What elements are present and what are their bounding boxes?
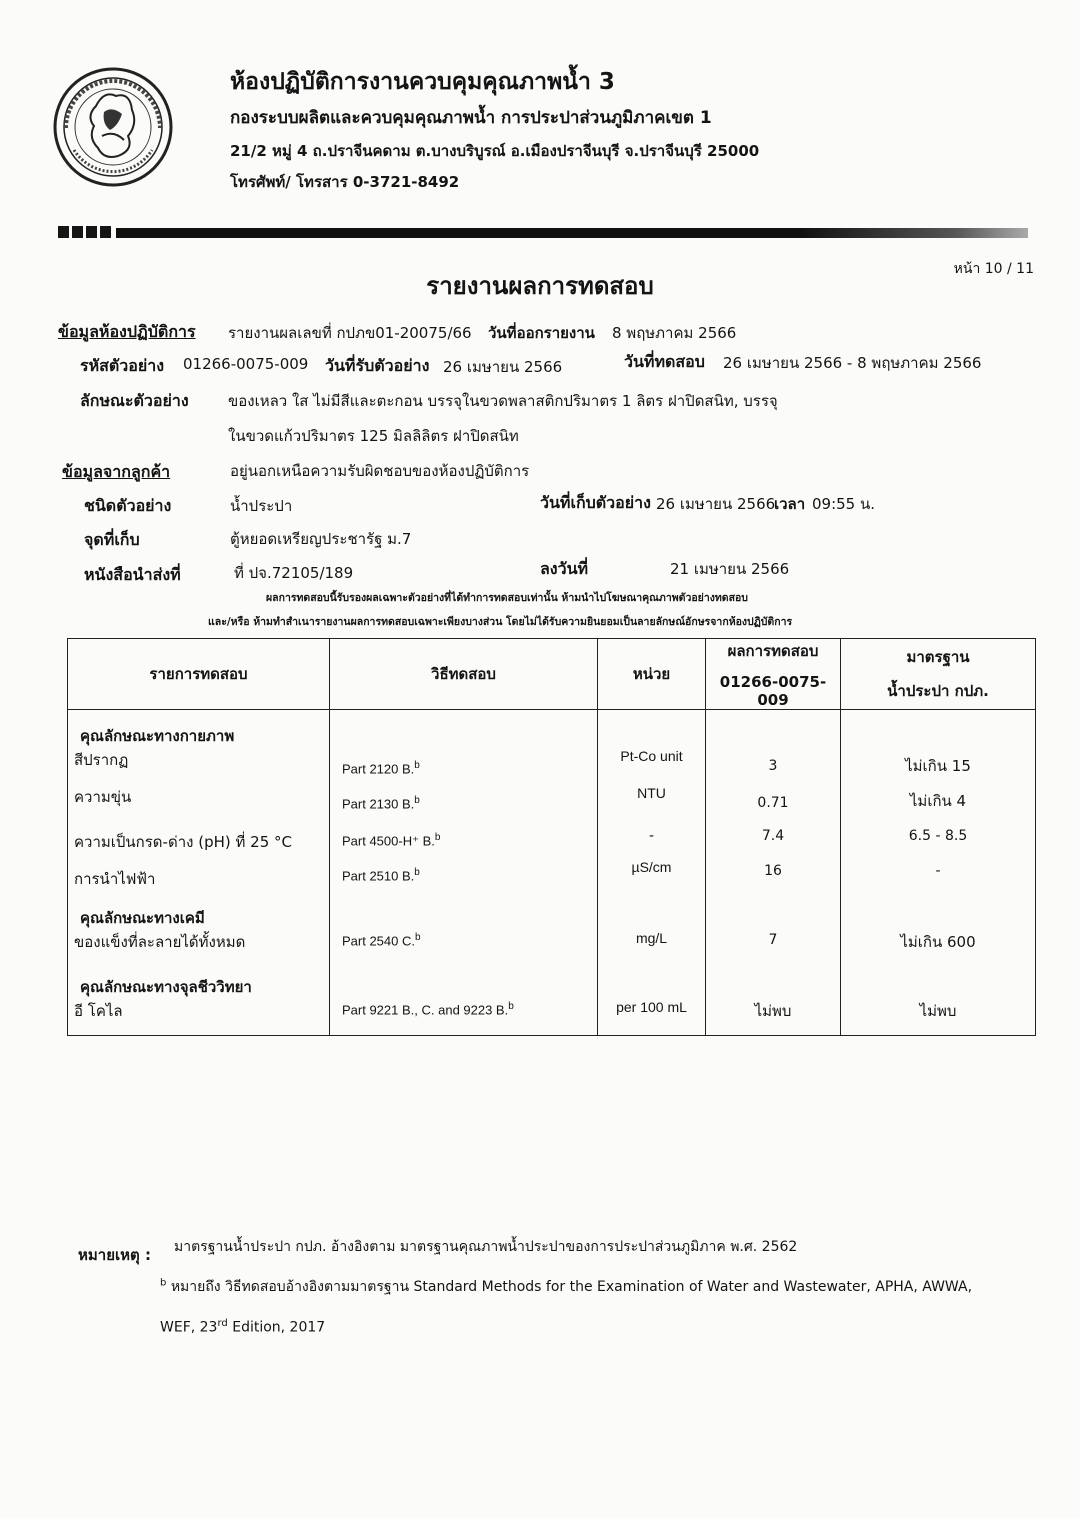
standard: ไม่เกิน 4 xyxy=(841,785,1036,822)
standard: ไม่เกิน 15 xyxy=(841,748,1036,785)
result: 16 xyxy=(706,859,841,896)
footnote-line2-wrap xyxy=(160,1276,972,1298)
notice-line1: ผลการทดสอบนี้รับรองผลเฉพาะตัวอย่างที่ได้ทำการทดสอบเท่านั้น ห้ามนำไปโฆษณาคุณภาพตัวอย่างทดสอบ xyxy=(266,592,748,604)
result: 0.71 xyxy=(706,785,841,822)
param-name: ของแข็งที่ละลายได้ทั้งหมด xyxy=(68,930,330,967)
method-name: Part 2510 B. xyxy=(342,867,415,883)
method-name: Part 9221 B., C. and 9223 B. xyxy=(342,1001,509,1017)
letter-date-label: ลงวันที่ xyxy=(540,559,589,578)
result: ไม่พบ xyxy=(706,999,841,1036)
sample-type: น้ำประปา xyxy=(230,497,293,515)
received-date: 26 เมษายน 2566 xyxy=(443,358,563,376)
table-row xyxy=(68,999,1036,1036)
header-result-label: ผลการทดสอบ xyxy=(727,642,819,660)
test-date-label: วันที่ทดสอบ xyxy=(624,352,705,371)
header-item: รายการทดสอบ xyxy=(68,639,330,710)
method-name: Part 4500-H⁺ B. xyxy=(342,832,435,848)
header-rule xyxy=(58,226,1028,238)
method-name: Part 2540 C. xyxy=(342,932,415,948)
param-name: ความขุ่น xyxy=(68,785,330,822)
footnote-line3-a: WEF, 23 xyxy=(160,1319,218,1336)
lab-name: ห้องปฏิบัติการงานควบคุมคุณภาพน้ำ 3 xyxy=(230,69,615,95)
footnote-line1: มาตรฐานน้ำประปา กปภ. อ้างอิงตาม มาตรฐานคุณภาพน้ำประปาของการประปาส่วนภูมิภาค พ.ศ. 2562 xyxy=(174,1239,798,1255)
sample-type-label: ชนิดตัวอย่าง xyxy=(84,496,172,515)
category-row-chemical xyxy=(68,896,1036,930)
sample-desc-line1: ของเหลว ใส ไม่มีสีและตะกอน บรรจุในขวดพลาสติกปริมาตร 1 ลิตร ฝาปิดสนิท, บรรจุ xyxy=(228,392,778,410)
lab-phone: โทรศัพท์/ โทรสาร 0-3721-8492 xyxy=(230,173,460,191)
category-physical: คุณลักษณะทางกายภาพ xyxy=(68,724,330,748)
received-date-label: วันที่รับตัวอย่าง xyxy=(325,356,430,375)
customer-info-heading: ข้อมูลจากลูกค้า xyxy=(62,462,171,481)
unit: NTU xyxy=(598,785,706,822)
collect-time: 09:55 น. xyxy=(812,495,876,513)
header-unit: หน่วย xyxy=(598,639,706,710)
collect-location: ตู้หยอดเหรียญประชารัฐ ม.7 xyxy=(230,530,412,548)
footnote-b-mark: b xyxy=(160,1277,167,1289)
table-row xyxy=(68,785,1036,822)
table-row xyxy=(68,748,1036,785)
footnote-line2: หมายถึง วิธีทดสอบอ้างอิงตามมาตรฐาน Standard Methods for the Examination of Water and Wastewater, APHA, AWWA, xyxy=(170,1279,973,1295)
category-micro: คุณลักษณะทางจุลชีววิทยา xyxy=(68,967,330,999)
footnote-label: หมายเหตุ : xyxy=(78,1246,151,1264)
organization-seal-logo xyxy=(52,66,174,188)
header-standard-sub: น้ำประปา กปภ. xyxy=(887,682,989,700)
unit: - xyxy=(598,822,706,859)
standard: 6.5 - 8.5 xyxy=(841,822,1036,859)
lab-address: 21/2 หมู่ 4 ถ.ปราจีนคดาม ต.บางบริบูรณ์ อ.เมืองปราจีนบุรี จ.ปราจีนบุรี 25000 xyxy=(230,142,760,160)
method-superscript: b xyxy=(434,831,441,843)
sample-desc-line2: ในขวดแก้วปริมาตร 125 มิลลิลิตร ฝาปิดสนิท xyxy=(228,427,519,445)
collect-time-label: เวลา xyxy=(774,495,806,513)
sample-desc-label: ลักษณะตัวอย่าง xyxy=(80,391,189,410)
param-name: การนำไฟฟ้า xyxy=(68,859,330,896)
result: 7.4 xyxy=(706,822,841,859)
header-result-code: 01266-0075-009 xyxy=(719,673,827,709)
header-standard xyxy=(841,639,1036,710)
header-result xyxy=(706,639,841,710)
sample-code-label: รหัสตัวอย่าง xyxy=(80,356,165,375)
category-chemical: คุณลักษณะทางเคมี xyxy=(68,896,330,930)
letter-date: 21 เมษายน 2566 xyxy=(670,560,790,578)
param-name: อี โคไล xyxy=(68,999,330,1036)
result: 3 xyxy=(706,748,841,785)
result: 7 xyxy=(706,930,841,967)
method-superscript: b xyxy=(414,794,420,806)
test-date: 26 เมษายน 2566 - 8 พฤษภาคม 2566 xyxy=(723,354,982,372)
page-number: หน้า 10 / 11 xyxy=(953,261,1034,277)
report-number: รายงานผลเลขที่ กปภข01-20075/66 xyxy=(228,324,472,342)
method-superscript: b xyxy=(414,866,420,878)
footnote-line3-sup: rd xyxy=(217,1318,228,1329)
unit: mg/L xyxy=(598,930,706,967)
category-row-physical xyxy=(68,724,1036,748)
standard: ไม่พบ xyxy=(841,999,1036,1036)
customer-disclaimer: อยู่นอกเหนือความรับผิดชอบของห้องปฏิบัติการ xyxy=(230,462,530,480)
param-name: ความเป็นกรด-ด่าง (pH) ที่ 25 °C xyxy=(68,822,330,859)
method-superscript: b xyxy=(415,931,421,943)
location-label: จุดที่เก็บ xyxy=(84,530,140,549)
report-title: รายงานผลการทดสอบ xyxy=(426,272,654,300)
footnote-line3-b: Edition, 2017 xyxy=(232,1319,326,1336)
header-method: วิธีทดสอบ xyxy=(330,639,598,710)
table-header-row xyxy=(68,639,1036,710)
table-row xyxy=(68,930,1036,967)
standard: ไม่เกิน 600 xyxy=(841,930,1036,967)
param-name: สีปรากฏ xyxy=(68,748,330,785)
letter-label: หนังสือนำส่งที่ xyxy=(84,565,181,584)
results-table xyxy=(67,638,1036,1036)
issue-date: 8 พฤษภาคม 2566 xyxy=(612,324,737,342)
unit: per 100 mL xyxy=(598,999,706,1036)
notice-line2: และ/หรือ ห้ามทำสำเนารายงานผลการทดสอบเฉพาะเพียงบางส่วน โดยไม่ได้รับความยินยอมเป็นลายลักษณ์อักษรจากห้องปฏิบัติการ xyxy=(208,616,793,628)
unit: Pt-Co unit xyxy=(598,748,706,785)
collect-date-label: วันที่เก็บตัวอย่าง xyxy=(540,493,651,512)
unit: µS/cm xyxy=(598,859,706,896)
letter-number: ที่ ปจ.72105/189 xyxy=(234,564,354,582)
method-superscript: b xyxy=(414,759,420,771)
footnote-line3 xyxy=(160,1318,325,1336)
issue-date-label: วันที่ออกรายงาน xyxy=(488,324,595,342)
category-row-micro xyxy=(68,967,1036,999)
method-name: Part 2120 B. xyxy=(342,760,415,776)
method-superscript: b xyxy=(508,1000,514,1012)
header-standard-label: มาตรฐาน xyxy=(906,648,970,666)
sample-code: 01266-0075-009 xyxy=(183,355,309,373)
method-name: Part 2130 B. xyxy=(342,795,415,811)
table-row xyxy=(68,859,1036,896)
collect-date: 26 เมษายน 2566 xyxy=(656,495,776,513)
standard: - xyxy=(841,859,1036,896)
division-name: กองระบบผลิตและควบคุมคุณภาพน้ำ การประปาส่วนภูมิภาคเขต 1 xyxy=(230,108,712,128)
table-row xyxy=(68,822,1036,859)
lab-info-heading: ข้อมูลห้องปฏิบัติการ xyxy=(58,322,196,341)
